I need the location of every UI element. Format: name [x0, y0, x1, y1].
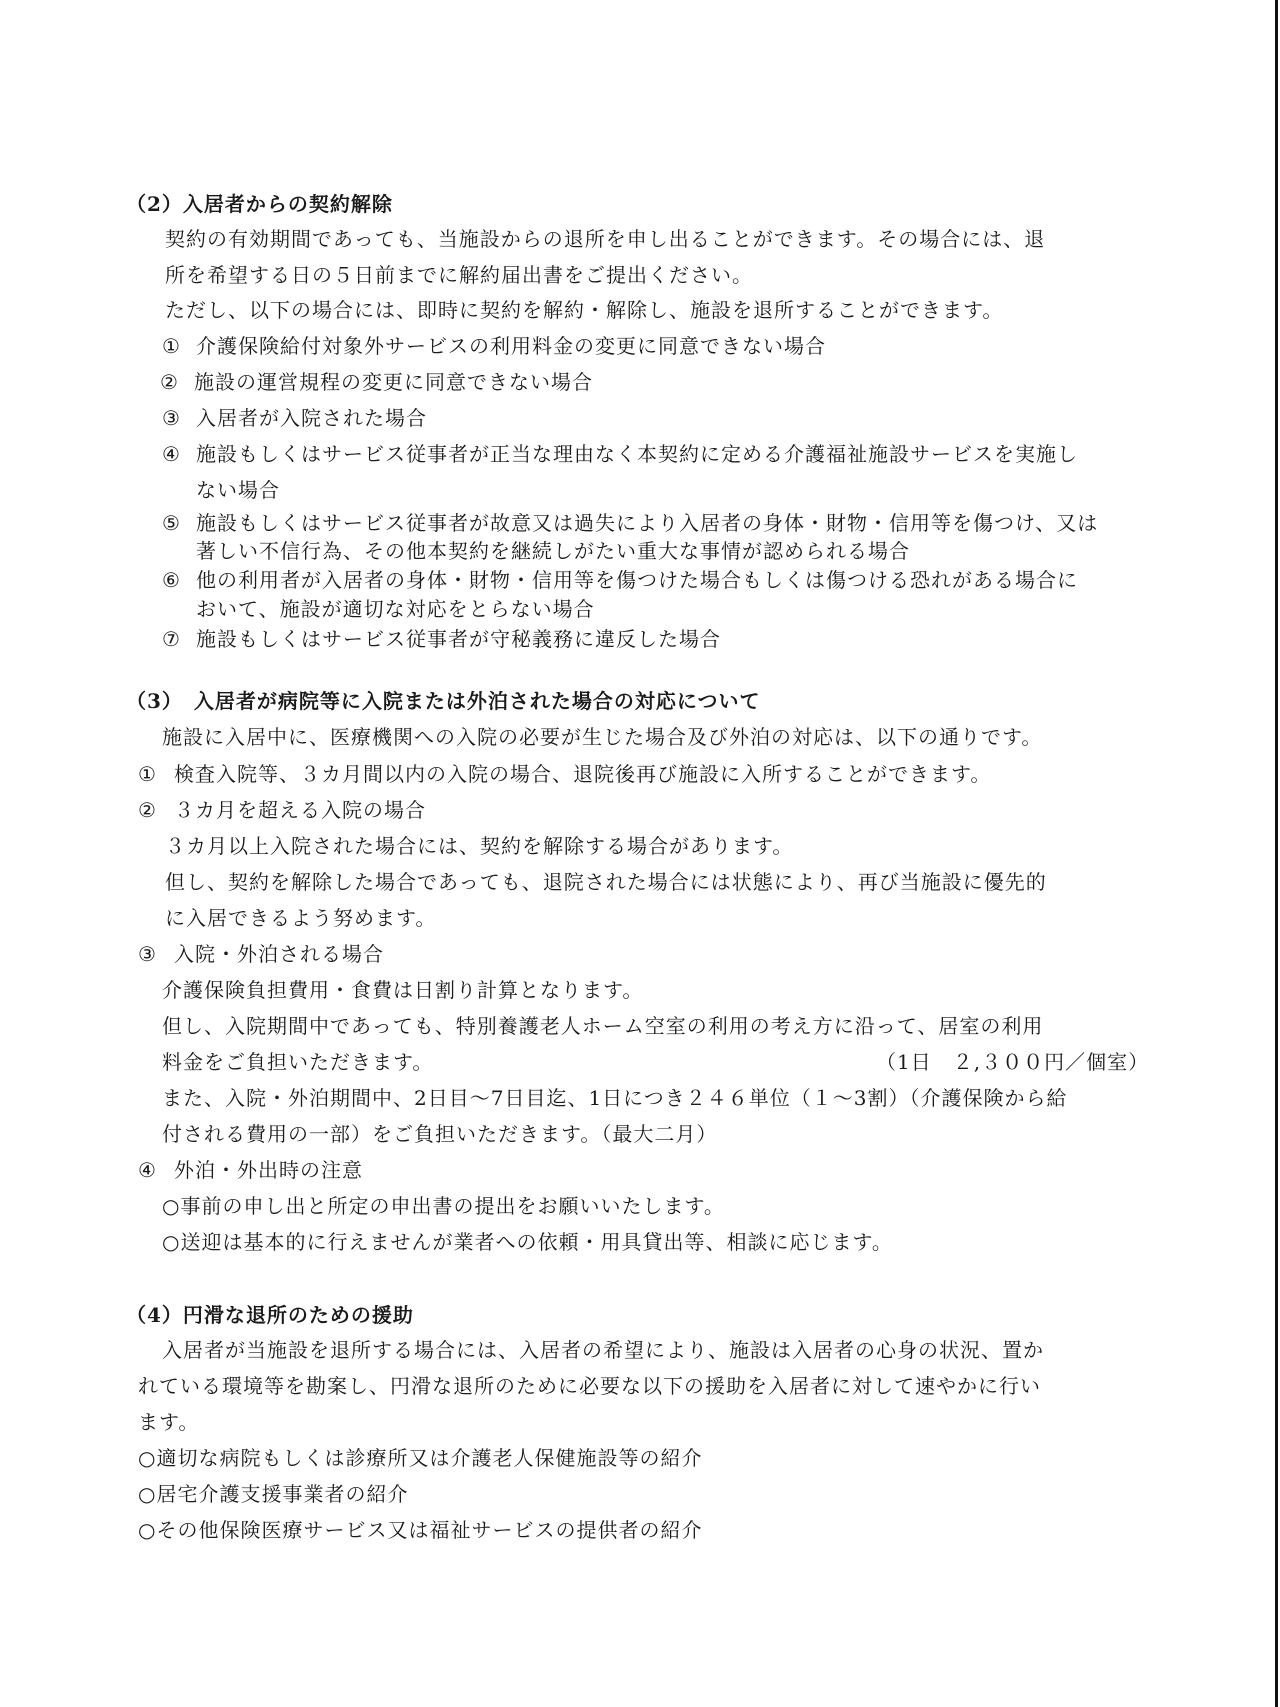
item-number: ②	[138, 798, 157, 822]
list-item	[162, 441, 1078, 467]
list-item	[162, 333, 826, 359]
list-item	[162, 510, 1098, 536]
item-detail-line: 料金をご負担いただきます。	[162, 1050, 434, 1074]
list-item	[162, 626, 721, 652]
section-4-paragraph-line: 入居者が当施設を退所する場合には、入居者の希望により、施設は入居者の心身の状況、置か	[162, 1338, 1044, 1362]
item-number: ①	[138, 762, 157, 786]
list-item	[138, 761, 991, 787]
list-item	[138, 1157, 363, 1183]
item-text: ３カ月を超える入院の場合	[174, 798, 426, 822]
list-item	[162, 567, 1078, 593]
bullet-item: ○その他保険医療サービス又は福祉サービスの提供者の紹介	[138, 1518, 703, 1542]
item-number: ⑥	[162, 568, 181, 592]
item-number: ④	[138, 1158, 157, 1182]
item-detail-line: 付される費用の一部）をご負担いただきます。（最大二月）	[162, 1122, 718, 1146]
item-number: ⑤	[162, 511, 181, 535]
section-2-paragraph-line: ただし、以下の場合には、即時に契約を解約・解除し、施設を退所することができます。	[165, 298, 1004, 322]
section-3-intro: 施設に入居中に、医療機関への入院の必要が生じた場合及び外泊の対応は、以下の通りです。	[162, 725, 1043, 749]
fee-note: （1日 ２,３００円／個室）	[876, 1050, 1150, 1074]
item-text: 施設もしくはサービス従事者が正当な理由なく本契約に定める介護福祉施設サービスを実施し	[196, 442, 1078, 466]
item-text: 入院・外泊される場合	[174, 942, 384, 966]
item-detail-line: ○送迎は基本的に行えませんが業者への依頼・用具貸出等、相談に応じます。	[162, 1230, 893, 1254]
list-item	[160, 369, 593, 395]
section-2-paragraph-line: 所を希望する日の５日前までに解約届出書をご提出ください。	[165, 263, 753, 287]
item-number: ⑦	[162, 627, 181, 651]
item-detail-line: 介護保険負担費用・食費は日割り計算となります。	[162, 978, 644, 1002]
item-detail-line: また、入院・外泊期間中、2日目～7日目迄、1日につき２４６単位（１～3割）（介護保険から給	[162, 1086, 1068, 1110]
item-detail-line: に入居できるよう努めます。	[165, 906, 437, 930]
item-text: 検査入院等、３カ月間以内の入院の場合、退院後再び施設に入所することができます。	[174, 762, 992, 786]
list-item-continuation: 著しい不信行為、その他本契約を継続しがたい重大な事情が認められる場合	[196, 539, 910, 563]
section-4-paragraph-line: れている環境等を勘案し、円滑な退所のために必要な以下の援助を入居者に対して速やかに行い	[138, 1374, 1041, 1398]
list-item	[138, 941, 384, 967]
item-detail-line: 但し、契約を解除した場合であっても、退院された場合には状態により、再び当施設に優先的	[165, 870, 1047, 894]
item-text: 入居者が入院された場合	[196, 406, 427, 430]
item-text: 施設の運営規程の変更に同意できない場合	[194, 370, 593, 394]
item-detail-line: 但し、入院期間中であっても、特別養護老人ホーム空室の利用の考え方に沿って、居室の利用	[162, 1014, 1044, 1038]
bullet-item: ○居宅介護支援事業者の紹介	[138, 1482, 409, 1506]
list-item	[138, 797, 426, 823]
section-4-heading: （4）円滑な退所のための援助	[126, 1303, 414, 1327]
item-detail-line: ３カ月以上入院された場合には、契約を解除する場合があります。	[165, 834, 794, 858]
list-item	[162, 405, 427, 431]
item-text: 施設もしくはサービス従事者が守秘義務に違反した場合	[196, 627, 721, 651]
bullet-item: ○適切な病院もしくは診療所又は介護老人保健施設等の紹介	[138, 1446, 703, 1470]
item-number: ②	[160, 370, 179, 394]
item-text: 施設もしくはサービス従事者が故意又は過失により入居者の身体・財物・信用等を傷つけ、又は	[196, 511, 1099, 535]
list-item-continuation: おいて、施設が適切な対応をとらない場合	[196, 597, 595, 621]
list-item-continuation: ない場合	[196, 478, 280, 502]
section-4-paragraph-line: ます。	[138, 1410, 200, 1434]
item-detail-line: ○事前の申し出と所定の申出書の提出をお願いいたします。	[162, 1194, 725, 1218]
item-text: 他の利用者が入居者の身体・財物・信用等を傷つけた場合もしくは傷つける恐れがある場合に	[196, 568, 1078, 592]
item-number: ③	[162, 406, 181, 430]
item-number: ③	[138, 942, 157, 966]
item-number: ①	[162, 334, 181, 358]
item-text: 外泊・外出時の注意	[174, 1158, 363, 1182]
item-number: ④	[162, 442, 181, 466]
section-2-heading: （2）入居者からの契約解除	[126, 192, 393, 216]
section-2-paragraph-line: 契約の有効期間であっても、当施設からの退所を申し出ることができます。その場合には、退	[165, 227, 1046, 251]
item-text: 介護保険給付対象外サービスの利用料金の変更に同意できない場合	[196, 334, 826, 358]
page-border-right	[1275, 0, 1278, 1707]
section-3-heading: （3） 入居者が病院等に入院または外泊された場合の対応について	[126, 689, 761, 713]
